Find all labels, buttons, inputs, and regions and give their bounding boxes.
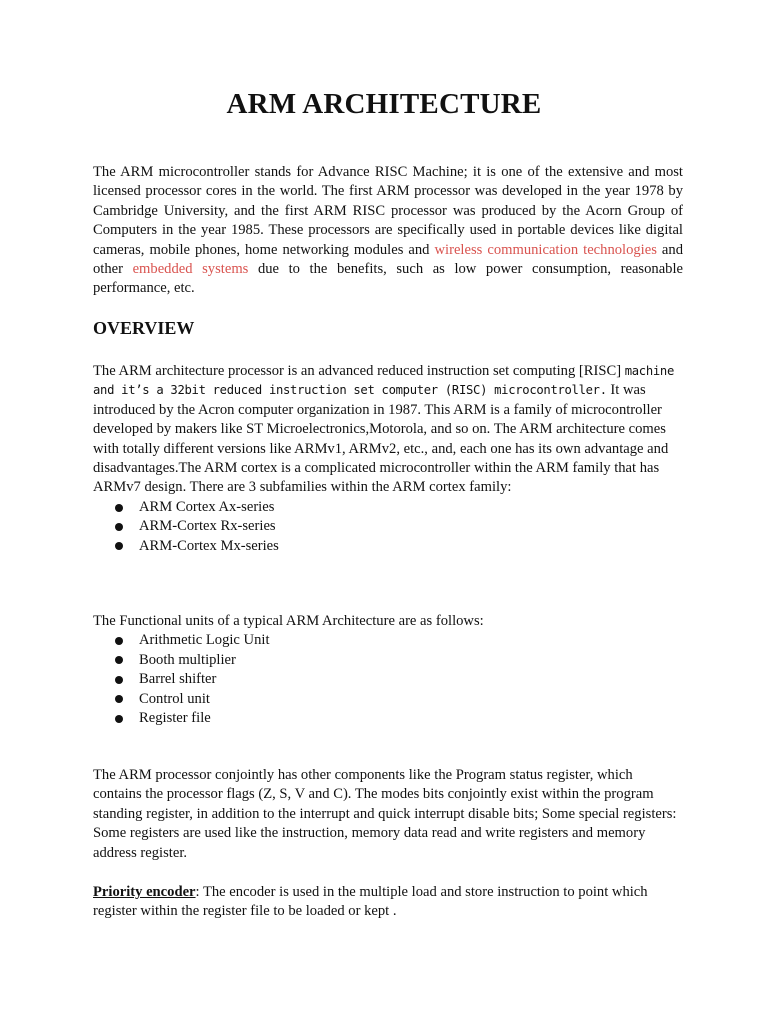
bullet-icon [115, 504, 123, 512]
bullet-icon [115, 676, 123, 684]
bullet-icon [115, 637, 123, 645]
list-item [115, 537, 683, 556]
list-item [115, 631, 683, 650]
list-item-text: Register file [139, 709, 211, 726]
subfamilies-list [93, 498, 683, 556]
priority-encoder-paragraph [93, 883, 683, 922]
list-item-text: ARM-Cortex Rx-series [139, 518, 276, 535]
list-item [115, 517, 683, 536]
list-item [115, 690, 683, 709]
page-title: ARM ARCHITECTURE [226, 88, 542, 120]
list-item-text: Control unit [139, 690, 210, 707]
bullet-icon [115, 542, 123, 550]
list-item [115, 498, 683, 517]
functional-units-section [93, 612, 683, 728]
list-item [115, 709, 683, 728]
bullet-icon [115, 695, 123, 703]
bullet-icon [115, 656, 123, 664]
overview-text-a: The ARM architecture processor is an advanced reduced instruction set computing [RISC] [93, 363, 625, 379]
list-item-text: ARM Cortex Ax-series [139, 498, 275, 515]
list-item [115, 651, 683, 670]
overview-heading: OVERVIEW [93, 318, 195, 338]
components-paragraph: The ARM processor conjointly has other components like the Program status register, which contains the processor flags (Z, S, V and C). The modes bits conjointly exist within the program standing register, in addition to the interrupt and quick interrupt disable bits; Some special registers: Some registers are used like the instruction, memory data read and write registers and memory address register. [93, 767, 677, 861]
functional-units-list [93, 631, 683, 728]
wireless-communication-link[interactable]: wireless communication technologies [434, 241, 657, 258]
bullet-icon [115, 715, 123, 723]
list-item-text: Barrel shifter [139, 671, 217, 688]
functional-units-intro: The Functional units of a typical ARM Architecture are as follows: [93, 613, 484, 629]
bullet-icon [115, 523, 123, 531]
priority-encoder-label: Priority encoder [93, 884, 196, 900]
intro-paragraph [93, 163, 683, 299]
overview-section [93, 362, 683, 556]
intro-text-b: and other [93, 241, 683, 278]
list-item-text: Arithmetic Logic Unit [139, 632, 270, 649]
overview-mono-text: machine and it’s a 32bit reduced instruction set computer (RISC) microcontroller. [93, 364, 674, 398]
overview-text-b: It was introduced by the Acron computer organization in 1987. This ARM is a family of microcontroller developed by makers like ST Microelectronics,Motorola, and so on. The ARM architecture comes with totally different versions like ARMv1, ARMv2, etc., and, each one has its own advantage and disadvantages.The ARM cortex is a complicated microcontroller within the ARM family that has ARMv7 design. There are 3 subfamilies within the ARM cortex family: [93, 382, 669, 496]
list-item [115, 670, 683, 689]
embedded-systems-link[interactable]: embedded systems [132, 261, 249, 278]
list-item-text: Booth multiplier [139, 651, 236, 668]
priority-encoder-text: : The encoder is used in the multiple load and store instruction to point which register within the register file to be loaded or kept . [93, 884, 648, 920]
intro-text-c: due to the benefits, such as low power consumption, reasonable performance, etc. [93, 261, 683, 297]
overview-paragraph [93, 362, 683, 498]
list-item-text: ARM-Cortex Mx-series [139, 537, 279, 554]
intro-text-a: The ARM microcontroller stands for Advance RISC Machine; it is one of the extensive and most licensed processor cores in the world. The first ARM processor was developed in the year 1978 by Cambridge University, and the first ARM RISC processor was produced by the Acorn Group of Computers in the year 1985. These processors are specifically used in portable devices like digital cameras, mobile phones, home networking modules and [93, 164, 683, 258]
